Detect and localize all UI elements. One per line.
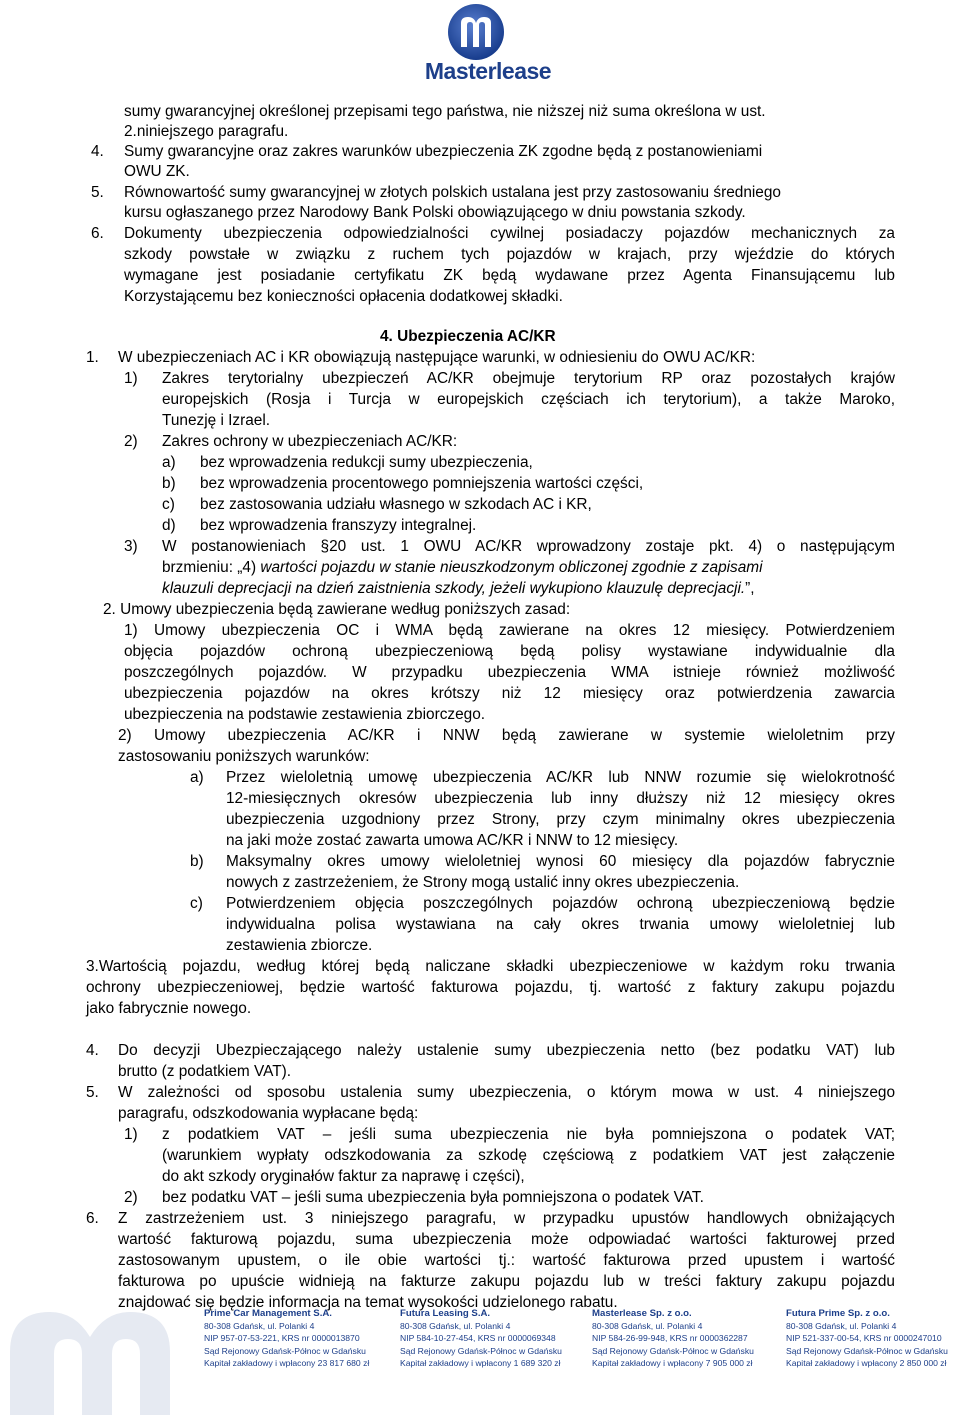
footer-line: NIP 521-337-00-54, KRS nr 0000247010 bbox=[786, 1333, 942, 1344]
text-line: na jaki może zostać zawarta umowa AC/KR i NNW to 12 miesięcy. bbox=[226, 832, 679, 849]
text-line bbox=[162, 558, 763, 578]
item-number: b) bbox=[190, 853, 204, 870]
logo-wordmark: Masterlease bbox=[424, 58, 552, 84]
item-number: 5. bbox=[91, 184, 104, 201]
footer-line: Sąd Rejonowy Gdańsk-Północ w Gdańsku bbox=[592, 1345, 754, 1356]
text-line: 2) Umowy ubezpieczenia AC/KR i NNW będą zawierane w systemie wieloletnim przy bbox=[118, 727, 895, 744]
footer-company-name: Futura Leasing S.A. bbox=[400, 1308, 491, 1319]
text-line: Maksymalny okres umowy wieloletniej wynosi 60 miesięcy dla pojazdów fabrycznie bbox=[226, 853, 895, 870]
text-line: wartość fakturową pojazdu, suma ubezpieczenia może odpowiadać wartości fakturowej przed bbox=[118, 1231, 895, 1248]
text-run-italic: klauzuli deprecjacji na dzień zaistnienia szkody, jeżeli wykupiono klauzulę deprecjacji. bbox=[162, 580, 746, 597]
text-line: indywidualna polisa wystawiana na cały okres trwania umowy wieloletniej lub bbox=[226, 916, 895, 933]
footer-company bbox=[592, 1307, 754, 1370]
text-run: brzmieniu: „4) bbox=[162, 559, 257, 576]
text-line: ubezpieczenia pojazdów na okres krótszy niż 12 miesięcy oraz potwierdzenia zawarcia bbox=[124, 685, 895, 702]
footer-line: 80-308 Gdańsk, ul. Polanki 4 bbox=[592, 1321, 703, 1331]
text-line: OWU ZK. bbox=[124, 163, 190, 180]
item-number: a) bbox=[162, 454, 176, 471]
item-number: c) bbox=[190, 895, 203, 912]
text-line: brutto (z podatkiem VAT). bbox=[118, 1063, 292, 1080]
text-line: do akt szkody oryginałów faktur za naprawę i części), bbox=[162, 1168, 525, 1185]
text-line: wymagane jest posiadanie certyfikatu ZK będą wydawane przez Agenta Finansującemu lub bbox=[124, 267, 895, 284]
text-run-italic: wartości pojazdu w stanie nieuszkodzonym obliczonej zgodnie z zapisami bbox=[260, 559, 763, 576]
item-number: c) bbox=[162, 496, 175, 513]
item-number: 4. bbox=[86, 1042, 99, 1059]
footer-company bbox=[400, 1307, 562, 1370]
text-line: sumy gwarancyjnej określonej przepisami tego państwa, nie niższej niż suma określona w ust. bbox=[124, 103, 766, 120]
text-line: poszczególnych pojazdów. W przypadku ubezpieczenia WMA istnieje również możliwość bbox=[124, 664, 895, 681]
item-number: 3) bbox=[124, 538, 138, 555]
text-line: ubezpieczenia uzgodniony przez Strony, przy czym minimalny okres ubezpieczenia bbox=[226, 811, 895, 828]
text-line: zastosowaniu poniższych warunków: bbox=[118, 748, 370, 765]
item-number: 2) bbox=[124, 433, 138, 450]
text-line: europejskich (Rosja i Turcja w europejskich częściach ich terytorium), a także Maroko, bbox=[162, 391, 895, 408]
masterlease-logo-icon bbox=[437, 3, 515, 61]
item-number: 2) bbox=[124, 1189, 138, 1206]
text-line: 2. Umowy ubezpieczenia będą zawierane według poniższych zasad: bbox=[103, 601, 571, 618]
text-line: 3.Wartością pojazdu, według której będą naliczane składki ubezpieczeniowe w każdym roku trwania bbox=[86, 958, 895, 975]
text-line: bez wprowadzenia redukcji sumy ubezpieczenia, bbox=[200, 454, 533, 471]
text-line: Do decyzji Ubezpieczającego należy ustalenie sumy ubezpieczenia netto (bez podatku VAT) lub bbox=[118, 1042, 895, 1059]
item-number: 1. bbox=[86, 349, 99, 366]
footer-watermark-icon bbox=[0, 1292, 180, 1415]
footer-company-name: Masterlease Sp. z o.o. bbox=[592, 1308, 692, 1319]
footer-line: Kapitał zakładowy i wpłacony 7 905 000 zł bbox=[592, 1358, 753, 1369]
text-line: (warunkiem wypłaty odszkodowania za szkodę częściową z podatkiem VAT jest załączenie bbox=[162, 1147, 895, 1164]
text-line: z podatkiem VAT – jeśli suma ubezpieczenia nie była pomniejszona o podatek VAT; bbox=[162, 1126, 895, 1143]
item-number: 6. bbox=[91, 225, 104, 242]
text-line: Dokumenty ubezpieczenia odpowiedzialności cywilnej posiadaczy pojazdów mechanicznych za bbox=[124, 225, 895, 242]
text-line: bez wprowadzenia franszyzy integralnej. bbox=[200, 517, 477, 534]
text-line: objęcia pojazdów ochroną ubezpieczeniową będą polisy wystawiane indywidualnie dla bbox=[124, 643, 895, 660]
text-line: Korzystającemu bez konieczności opłacenia dodatkowej składki. bbox=[124, 288, 563, 305]
footer-line: 80-308 Gdańsk, ul. Polanki 4 bbox=[204, 1321, 315, 1331]
text-line: Z zastrzeżeniem ust. 3 niniejszego paragrafu, w przypadku upustów handlowych obniżających bbox=[118, 1210, 895, 1227]
footer-line: 80-308 Gdańsk, ul. Polanki 4 bbox=[786, 1321, 897, 1331]
text-line: Zakres ochrony w ubezpieczeniach AC/KR: bbox=[162, 433, 458, 450]
text-line: ochrony ubezpieczeniowej, będzie wartość fakturowa pojazdu, tj. wartość z faktury zakupu pojazdu bbox=[86, 979, 895, 996]
footer-line: Sąd Rejonowy Gdańsk-Północ w Gdańsku bbox=[204, 1345, 366, 1356]
text-line: W postanowieniach §20 ust. 1 OWU AC/KR wprowadzony zostaje pkt. 4) o następującym bbox=[162, 538, 895, 555]
text-line: bez podatku VAT – jeśli suma ubezpieczenia była pomniejszona o podatek VAT. bbox=[162, 1189, 704, 1206]
text-line: 12-miesięcznych okresów ubezpieczenia lub inny dłuższy niż 12 miesięcy okres bbox=[226, 790, 895, 807]
item-number: d) bbox=[162, 517, 176, 534]
footer-company bbox=[786, 1307, 948, 1370]
footer-line: NIP 584-10-27-454, KRS nr 0000069348 bbox=[400, 1333, 556, 1344]
text-line: znajdować się będzie informacja na temat wysokości udzielonego rabatu. bbox=[118, 1294, 618, 1311]
text-line: zestawienia zbiorcze. bbox=[226, 937, 373, 954]
footer-line: Kapitał zakładowy i wpłacony 23 817 680 zł bbox=[204, 1358, 370, 1369]
footer-line: Kapitał zakładowy i wpłacony 2 850 000 zł bbox=[786, 1358, 947, 1369]
item-number: 6. bbox=[86, 1210, 99, 1227]
section-heading: 4. Ubezpieczenia AC/KR bbox=[380, 328, 556, 345]
text-line: W zależności od sposobu ustalenia sumy ubezpieczenia, o którym mowa w ust. 4 niniejszego bbox=[118, 1084, 895, 1101]
footer-line: Sąd Rejonowy Gdańsk-Północ w Gdańsku bbox=[786, 1345, 948, 1356]
item-number: b) bbox=[162, 475, 176, 492]
text-line: fakturowa po upuście widnieją na fakturze zakupu pojazdu lub w treści faktury zakupu pojazdu bbox=[118, 1273, 895, 1290]
item-number: 1) bbox=[124, 370, 138, 387]
text-line: 1) Umowy ubezpieczenia OC i WMA będą zawierane na okres 12 miesięcy. Potwierdzeniem bbox=[124, 622, 895, 639]
footer-company-name: Prime Car Management S.A. bbox=[204, 1308, 332, 1319]
text-line: bez zastosowania udziału własnego w szkodach AC i KR, bbox=[200, 496, 592, 513]
text-line: bez wprowadzenia procentowego pomniejszenia wartości części, bbox=[200, 475, 644, 492]
text-line: Równowartość sumy gwarancyjnej w złotych polskich ustalana jest przy zastosowaniu średniego bbox=[124, 184, 781, 201]
item-number: 5. bbox=[86, 1084, 99, 1101]
footer-company-name: Futura Prime Sp. z o.o. bbox=[786, 1308, 890, 1319]
text-line: Tunezję i Izrael. bbox=[162, 412, 271, 429]
text-line: Potwierdzeniem objęcia poszczególnych pojazdów ochroną ubezpieczeniową będzie bbox=[226, 895, 895, 912]
footer-line: 80-308 Gdańsk, ul. Polanki 4 bbox=[400, 1321, 511, 1331]
text-run: ”, bbox=[745, 580, 755, 597]
footer-company bbox=[204, 1307, 369, 1370]
item-number: 1) bbox=[124, 1126, 138, 1143]
text-line: W ubezpieczeniach AC i KR obowiązują następujące warunki, w odniesieniu do OWU AC/KR: bbox=[118, 349, 756, 366]
text-line: zastosowanym upustem, o ile obie wartości tj.: wartość fakturowa przed upustem i wartość bbox=[118, 1252, 895, 1269]
footer-line: Sąd Rejonowy Gdańsk-Północ w Gdańsku bbox=[400, 1345, 562, 1356]
footer-line: NIP 957-07-53-221, KRS nr 0000013870 bbox=[204, 1333, 360, 1344]
item-number: 4. bbox=[91, 143, 104, 160]
text-line bbox=[162, 579, 755, 599]
text-line: paragrafu, odszkodowania wypłacane będą: bbox=[118, 1105, 419, 1122]
text-line: nowych z zastrzeżeniem, że Strony mogą ustalić inny okres ubezpieczenia. bbox=[226, 874, 740, 891]
text-line: szkody powstałe w związku z ruchem tych pojazdów w krajach, przy wjeździe do których bbox=[124, 246, 895, 263]
text-line: Przez wieloletnią umowę ubezpieczenia AC/KR lub NNW rozumie się wielokrotność bbox=[226, 769, 895, 786]
text-line: Sumy gwarancyjne oraz zakres warunków ubezpieczenia ZK zgodne będą z postanowieniami bbox=[124, 143, 763, 160]
item-number: a) bbox=[190, 769, 204, 786]
text-line: kursu ogłaszanego przez Narodowy Bank Polski obowiązującego w dniu powstania szkody. bbox=[124, 204, 746, 221]
footer-line: Kapitał zakładowy i wpłacony 1 689 320 zł bbox=[400, 1358, 561, 1369]
text-line: Zakres terytorialny ubezpieczeń AC/KR obejmuje terytorium RP oraz pozostałych krajów bbox=[162, 370, 895, 387]
text-line: ubezpieczenia na podstawie zestawienia zbiorczego. bbox=[124, 706, 486, 723]
footer-line: NIP 584-26-99-948, KRS nr 0000362287 bbox=[592, 1333, 748, 1344]
text-line: 2.niniejszego paragrafu. bbox=[124, 123, 289, 140]
text-line: jako fabrycznie nowego. bbox=[86, 1000, 252, 1017]
